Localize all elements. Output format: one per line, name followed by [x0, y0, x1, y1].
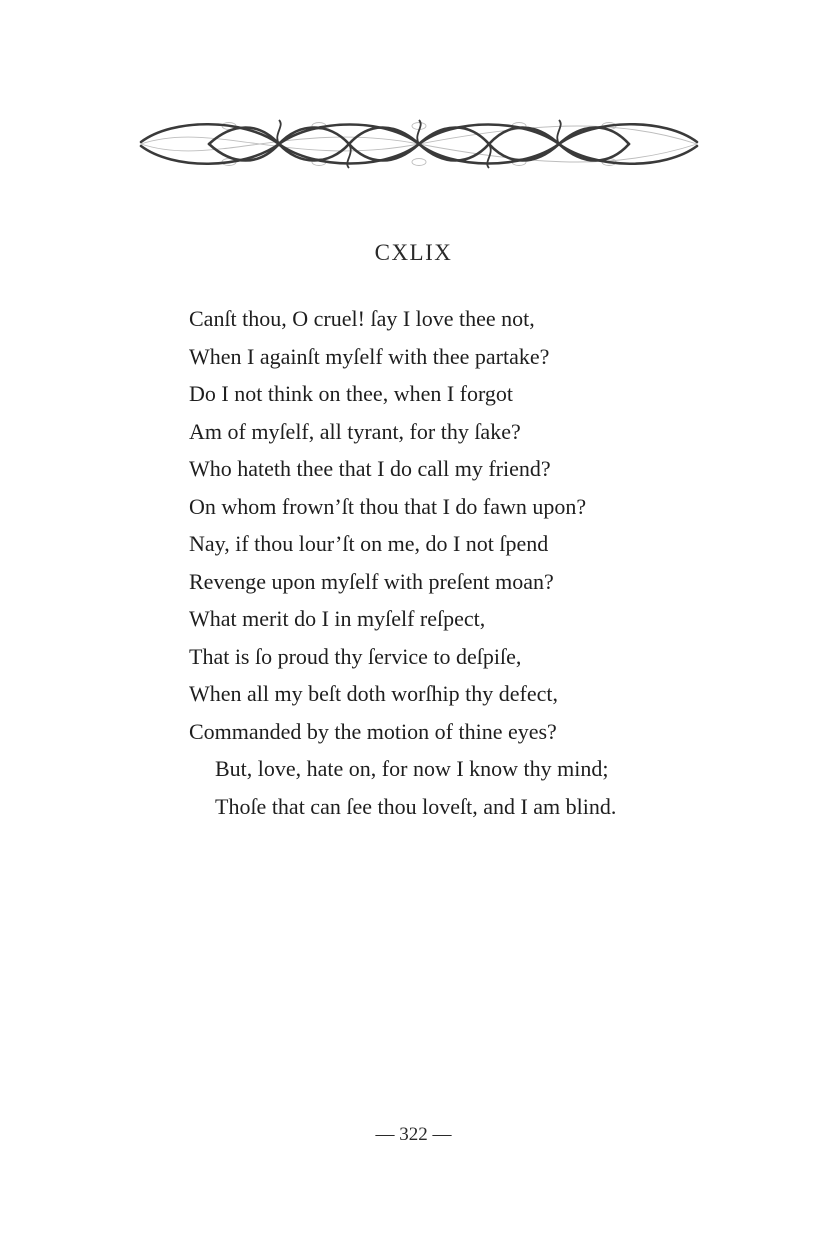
scroll-ornament-icon — [133, 112, 705, 176]
poem-couplet-line: Thoſe that can ſee thou loveſt, and I am blind. — [215, 793, 617, 819]
poem-line: On whom frown’ſt thou that I do fawn upon? — [189, 493, 587, 519]
poem-line: Nay, if thou lour’ſt on me, do I not ſpend — [189, 531, 549, 556]
poem-couplet-line: But, love, hate on, for now I know thy mind; — [215, 756, 609, 781]
page-number: — 322 — — [375, 1124, 452, 1145]
poem-line: Commanded by the motion of thine eyes? — [189, 718, 557, 744]
poem-line: When I againſt myſelf with thee partake? — [189, 343, 550, 369]
poem-line: What merit do I in myſelf reſpect, — [189, 606, 486, 631]
poem-line: Do I not think on thee, when I forgot — [189, 381, 514, 406]
poem-line: That is ſo proud thy ſervice to deſpiſe, — [189, 643, 522, 669]
sonnet-number-heading: CXLIX — [374, 240, 453, 265]
poem-line: When all my beſt doth worſhip thy defect, — [189, 681, 559, 706]
poem-line: Who hateth thee that I do call my friend? — [189, 456, 551, 481]
poem-text — [189, 300, 749, 825]
poem-line: Am of myſelf, all tyrant, for thy ſake? — [189, 418, 521, 444]
poem-line: Canſt thou, O cruel! ſay I love thee not, — [189, 306, 535, 331]
poem-line: Revenge upon myſelf with preſent moan? — [189, 568, 554, 594]
